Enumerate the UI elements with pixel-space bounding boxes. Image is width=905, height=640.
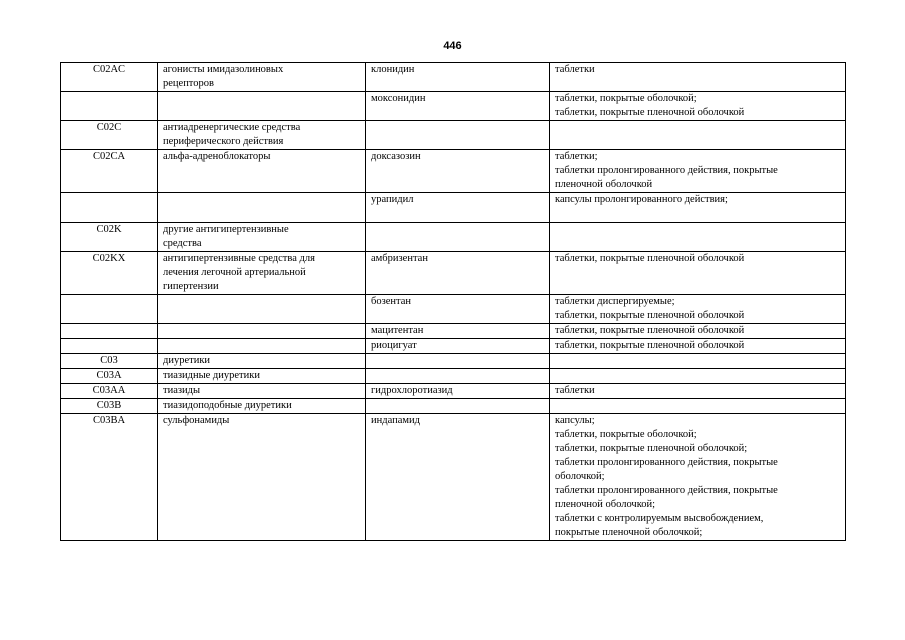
group-name-cell bbox=[158, 295, 366, 324]
table-row bbox=[61, 121, 846, 150]
dosage-forms-cell bbox=[550, 295, 846, 324]
dosage-forms-line: таблетки bbox=[555, 64, 595, 75]
atc-code-cell: C03 bbox=[61, 354, 158, 369]
atc-code-cell bbox=[61, 324, 158, 339]
drug-name-cell bbox=[366, 339, 550, 354]
dosage-forms-cell bbox=[550, 324, 846, 339]
atc-code-cell: C03BA bbox=[61, 414, 158, 541]
table-row bbox=[61, 63, 846, 92]
atc-code-cell bbox=[61, 193, 158, 223]
drug-name-cell bbox=[366, 150, 550, 193]
table-row bbox=[61, 193, 846, 223]
group-name-line: лечения легочной артериальной bbox=[163, 267, 306, 278]
atc-code-cell: C02CA bbox=[61, 150, 158, 193]
dosage-forms-line: капсулы; bbox=[555, 415, 595, 426]
table-row bbox=[61, 324, 846, 339]
dosage-forms-line: таблетки, покрытые пленочной оболочкой bbox=[555, 107, 745, 118]
dosage-forms-line: таблетки с контролируемым высвобождением, bbox=[555, 513, 764, 524]
table-row bbox=[61, 414, 846, 541]
dosage-forms-cell bbox=[550, 63, 846, 92]
atc-code-cell bbox=[61, 295, 158, 324]
table-body bbox=[61, 63, 846, 541]
dosage-forms-line: покрытые пленочной оболочкой; bbox=[555, 527, 703, 538]
group-name-line: рецепторов bbox=[163, 78, 214, 89]
table-row bbox=[61, 150, 846, 193]
group-name-cell bbox=[158, 414, 366, 541]
dosage-forms-cell bbox=[550, 414, 846, 541]
atc-code-cell bbox=[61, 339, 158, 354]
dosage-forms-cell bbox=[550, 354, 846, 369]
dosage-forms-line: таблетки, покрытые оболочкой; bbox=[555, 429, 697, 440]
table-row bbox=[61, 384, 846, 399]
dosage-forms-cell bbox=[550, 384, 846, 399]
drug-table bbox=[60, 62, 846, 541]
group-name-cell bbox=[158, 339, 366, 354]
dosage-forms-line: пленочной оболочкой; bbox=[555, 499, 656, 510]
drug-name-line: амбризентан bbox=[371, 253, 428, 264]
dosage-forms-cell bbox=[550, 339, 846, 354]
dosage-forms-line: таблетки; bbox=[555, 151, 598, 162]
table-row bbox=[61, 223, 846, 252]
group-name-cell bbox=[158, 92, 366, 121]
group-name-line: сульфонамиды bbox=[163, 415, 230, 426]
dosage-forms-line: таблетки bbox=[555, 385, 595, 396]
dosage-forms-cell bbox=[550, 150, 846, 193]
dosage-forms-line: таблетки, покрытые пленочной оболочкой bbox=[555, 310, 745, 321]
drug-name-cell bbox=[366, 384, 550, 399]
group-name-line: антиадренергические средства bbox=[163, 122, 301, 133]
drug-name-cell bbox=[366, 399, 550, 414]
group-name-line: периферического действия bbox=[163, 136, 284, 147]
drug-name-cell bbox=[366, 324, 550, 339]
atc-code-cell: C03AA bbox=[61, 384, 158, 399]
drug-name-cell bbox=[366, 414, 550, 541]
dosage-forms-cell bbox=[550, 223, 846, 252]
dosage-forms-line: таблетки пролонгированного действия, покрытые bbox=[555, 485, 778, 496]
dosage-forms-line: таблетки пролонгированного действия, покрытые bbox=[555, 457, 778, 468]
atc-code-cell: C03A bbox=[61, 369, 158, 384]
dosage-forms-line: оболочкой; bbox=[555, 471, 605, 482]
table-row bbox=[61, 252, 846, 295]
drug-name-line: клонидин bbox=[371, 64, 415, 75]
drug-name-line: доксазозин bbox=[371, 151, 421, 162]
group-name-cell bbox=[158, 223, 366, 252]
drug-name-cell bbox=[366, 92, 550, 121]
table-row bbox=[61, 339, 846, 354]
drug-name-cell bbox=[366, 295, 550, 324]
drug-name-cell bbox=[366, 193, 550, 223]
dosage-forms-line: капсулы пролонгированного действия; bbox=[555, 194, 728, 205]
drug-name-cell bbox=[366, 354, 550, 369]
table-row bbox=[61, 295, 846, 324]
drug-name-cell bbox=[366, 121, 550, 150]
dosage-forms-line: таблетки, покрытые пленочной оболочкой bbox=[555, 253, 745, 264]
dosage-forms-cell bbox=[550, 369, 846, 384]
group-name-line: гипертензии bbox=[163, 281, 219, 292]
dosage-forms-cell bbox=[550, 92, 846, 121]
group-name-cell bbox=[158, 193, 366, 223]
group-name-cell bbox=[158, 354, 366, 369]
group-name-cell bbox=[158, 324, 366, 339]
group-name-line: другие антигипертензивные bbox=[163, 224, 289, 235]
drug-name-line: индапамид bbox=[371, 415, 420, 426]
dosage-forms-line: пленочной оболочкой bbox=[555, 179, 653, 190]
group-name-line: средства bbox=[163, 238, 202, 249]
group-name-cell bbox=[158, 252, 366, 295]
group-name-line: тиазиды bbox=[163, 385, 201, 396]
group-name-line: антигипертензивные средства для bbox=[163, 253, 315, 264]
group-name-line: тиазидные диуретики bbox=[163, 370, 260, 381]
page-number: 446 bbox=[443, 40, 462, 52]
drug-name-cell bbox=[366, 252, 550, 295]
group-name-cell bbox=[158, 384, 366, 399]
group-name-cell bbox=[158, 121, 366, 150]
atc-code-cell: C03B bbox=[61, 399, 158, 414]
group-name-cell bbox=[158, 399, 366, 414]
dosage-forms-cell bbox=[550, 399, 846, 414]
dosage-forms-line: таблетки пролонгированного действия, покрытые bbox=[555, 165, 778, 176]
table-row bbox=[61, 399, 846, 414]
dosage-forms-line: таблетки диспергируемые; bbox=[555, 296, 675, 307]
drug-name-line: моксонидин bbox=[371, 93, 426, 104]
group-name-cell bbox=[158, 63, 366, 92]
dosage-forms-cell bbox=[550, 252, 846, 295]
group-name-cell bbox=[158, 369, 366, 384]
group-name-line: агонисты имидазолиновых bbox=[163, 64, 284, 75]
drug-name-line: риоцигуат bbox=[371, 340, 417, 351]
table-row bbox=[61, 369, 846, 384]
table-row bbox=[61, 354, 846, 369]
drug-name-line: гидрохлоротиазид bbox=[371, 385, 453, 396]
group-name-line: альфа-адреноблокаторы bbox=[163, 151, 271, 162]
atc-code-cell: C02KX bbox=[61, 252, 158, 295]
dosage-forms-line: таблетки, покрытые пленочной оболочкой bbox=[555, 340, 745, 351]
drug-name-cell bbox=[366, 63, 550, 92]
dosage-forms-line: таблетки, покрытые оболочкой; bbox=[555, 93, 697, 104]
drug-name-cell bbox=[366, 369, 550, 384]
drug-name-cell bbox=[366, 223, 550, 252]
drug-name-line: бозентан bbox=[371, 296, 412, 307]
dosage-forms-line: таблетки, покрытые пленочной оболочкой bbox=[555, 325, 745, 336]
drug-name-line: мацитентан bbox=[371, 325, 424, 336]
table-row bbox=[61, 92, 846, 121]
dosage-forms-line: таблетки, покрытые пленочной оболочкой; bbox=[555, 443, 748, 454]
atc-code-cell: C02AC bbox=[61, 63, 158, 92]
atc-code-cell bbox=[61, 92, 158, 121]
group-name-line: диуретики bbox=[163, 355, 211, 366]
drug-name-line: урапидил bbox=[371, 194, 414, 205]
dosage-forms-cell bbox=[550, 193, 846, 223]
group-name-cell bbox=[158, 150, 366, 193]
atc-code-cell: C02K bbox=[61, 223, 158, 252]
dosage-forms-cell bbox=[550, 121, 846, 150]
atc-code-cell: C02C bbox=[61, 121, 158, 150]
group-name-line: тиазидоподобные диуретики bbox=[163, 400, 292, 411]
